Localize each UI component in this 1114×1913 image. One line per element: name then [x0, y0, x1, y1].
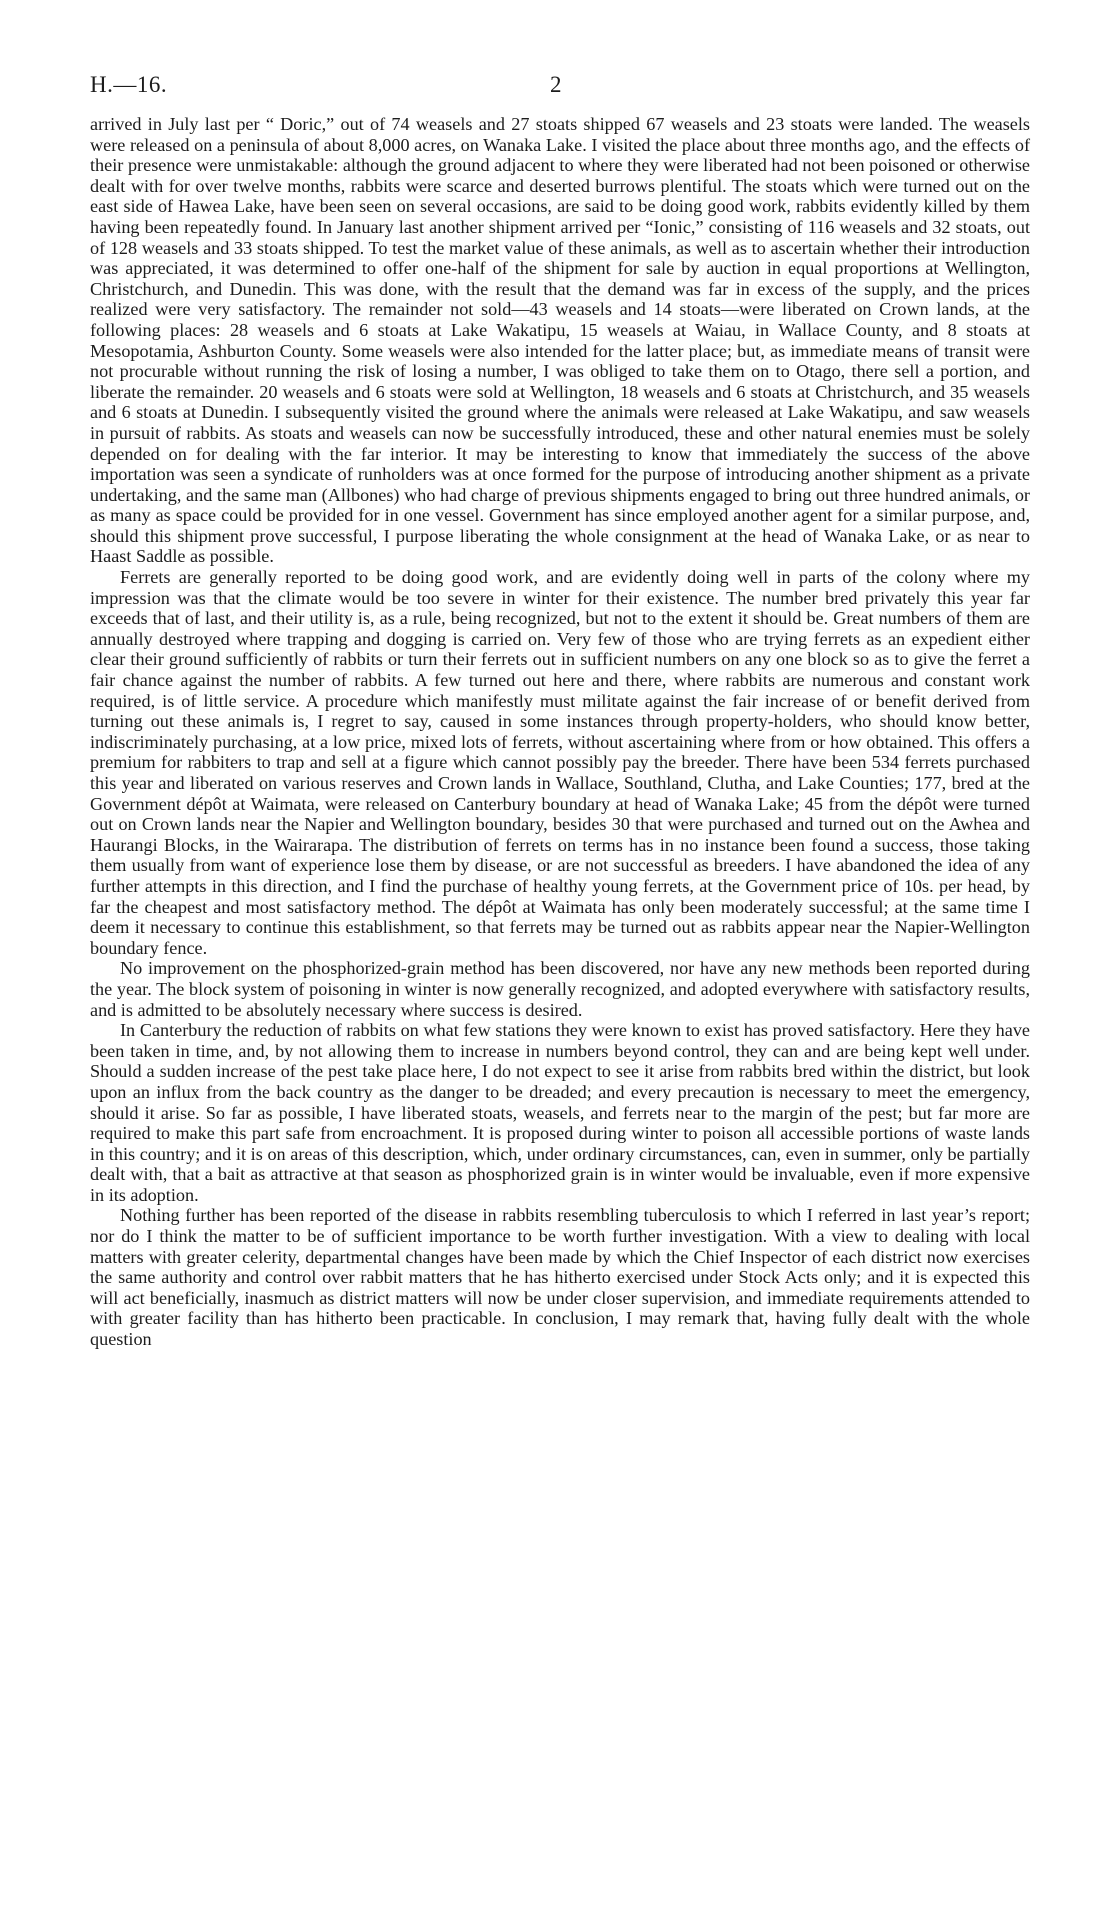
paragraph-disease-conclusion: Nothing further has been reported of the disease in rabbits resembling tuberculosis to which I referred in last year’s report; nor do I think the matter to be of sufficient importance to be worth further investigation. With a view to dealing with local matters with greater celerity, departmental changes have been made by which the Chief Inspector of each district now exercises the same authority and control over rabbit matters that he has hitherto exercised under Stock Acts only; and it is expected this will act beneficially, inasmuch as district matters will now be under closer supervision, and immediate requirements attended to with greater facility than has hitherto been practicable. In conclusion, I may remark that, having fully dealt with the whole question: [90, 1205, 1030, 1350]
paragraph-weasels-stoats: arrived in July last per “ Doric,” out of 74 weasels and 27 stoats shipped 67 weasels and 23 stoats were landed. The weasels were released on a peninsula of about 8,000 acres, on Wanaka Lake. I visited the place about three months ago, and the effects of their presence were unmistakable: although the ground adjacent to where they were liberated had not been poisoned or otherwise dealt with for over twelve months, rabbits were scarce and deserted burrows plentiful. The stoats which were turned out on the east side of Hawea Lake, have been seen on several occasions, are said to be doing good work, rabbits evidently killed by them having been repeatedly found. In January last another shipment arrived per “Ionic,” consisting of 116 weasels and 32 stoats, out of 128 weasels and 33 stoats shipped. To test the market value of these animals, as well as to ascertain whether their introduction was appreciated, it was determined to offer one-half of the shipment for sale by auction in equal proportions at Wellington, Christchurch, and Dunedin. This was done, with the result that the demand was far in excess of the supply, and the prices realized were very satisfactory. The remainder not sold—43 weasels and 14 stoats—were liberated on Crown lands, at the following places: 28 weasels and 6 stoats at Lake Wakatipu, 15 weasels at Waiau, in Wallace County, and 8 stoats at Mesopotamia, Ashburton County. Some weasels were also intended for the latter place; but, as immediate means of transit were not procurable without running the risk of losing a number, I was obliged to take them on to Otago, there sell a portion, and liberate the remainder. 20 weasels and 6 stoats were sold at Wellington, 18 weasels and 6 stoats at Christchurch, and 35 weasels and 6 stoats at Dunedin. I subsequently visited the ground where the animals were released at Lake Wakatipu, and saw weasels in pursuit of rabbits. As stoats and weasels can now be successfully introduced, these and other natural enemies must be solely depended on for dealing with the far interior. It may be interesting to know that immediately the success of the above importation was seen a syndicate of runholders was at once formed for the purpose of introducing another shipment as a private undertaking, and the same man (Allbones) who had charge of previous shipments engaged to bring out three hundred animals, or as many as space could be provided for in one vessel. Government has since employed another agent for a similar purpose, and, should this shipment prove successful, I purpose liberating the whole consignment at the head of Wanaka Lake, or as near to Haast Saddle as possible.: [90, 114, 1030, 567]
page-number: 2: [550, 72, 562, 97]
page-header: [90, 0, 1030, 110]
paragraph-canterbury: In Canterbury the reduction of rabbits on what few stations they were known to exist has proved satisfactory. Here they have been taken in time, and, by not allowing them to increase in numbers beyond control, they can and are being kept well under. Should a sudden increase of the pest take place here, I do not expect to see it arise from rabbits bred within the district, but look upon an influx from the back country as the danger to be dreaded; and every precaution is necessary to meet the emergency, should it arise. So far as possible, I have liberated stoats, weasels, and ferrets near to the margin of the pest; but far more are required to make this part safe from encroachment. It is proposed during winter to poison all accessible portions of waste lands in this country; and it is on areas of this description, which, under ordinary circumstances, can, even in summer, only be partially dealt with, that a bait as attractive at that season as phosphorized grain is in winter would be invaluable, even if more expensive in its adoption.: [90, 1020, 1030, 1205]
document-reference: H.—16.: [90, 72, 168, 97]
body-text: [90, 114, 1030, 1350]
document-page: [90, 0, 1030, 1913]
paragraph-phosphorized-grain: No improvement on the phosphorized-grain method has been discovered, nor have any new methods been reported during the year. The block system of poisoning in winter is now generally recognized, and adopted everywhere with satisfactory results, and is admitted to be absolutely necessary where success is desired.: [90, 958, 1030, 1020]
paragraph-ferrets: Ferrets are generally reported to be doing good work, and are evidently doing well in parts of the colony where my impression was that the climate would be too severe in winter for their existence. The number bred privately this year far exceeds that of last, and their utility is, as a rule, being recognized, but not to the extent it should be. Great numbers of them are annually destroyed where trapping and dogging is carried on. Very few of those who are trying ferrets as an expedient either clear their ground sufficiently of rabbits or turn their ferrets out in sufficient numbers on any one block so as to give the ferret a fair chance against the number of rabbits. A few turned out here and there, where rabbits are numerous and constant work required, is of little service. A procedure which manifestly must militate against the fair increase of or benefit derived from turning out these animals is, I regret to say, caused in some instances through property-holders, who should know better, indiscriminately purchasing, at a low price, mixed lots of ferrets, without ascertaining where from or how obtained. This offers a premium for rabbiters to trap and sell at a figure which cannot possibly pay the breeder. There have been 534 ferrets purchased this year and liberated on various reserves and Crown lands in Wallace, Southland, Clutha, and Lake Counties; 177, bred at the Government dépôt at Waimata, were released on Canterbury boundary at head of Wanaka Lake; 45 from the dépôt were turned out on Crown lands near the Napier and Wellington boundary, besides 30 that were purchased and turned out on the Awhea and Haurangi Blocks, in the Wairarapa. The distribution of ferrets on terms has in no instance been found a success, those taking them usually from want of experience lose them by disease, or are not successful as breeders. I have abandoned the idea of any further attempts in this direction, and I find the purchase of healthy young ferrets, at the Government price of 10s. per head, by far the cheapest and most satisfactory method. The dépôt at Waimata has only been moderately successful; at the same time I deem it necessary to continue this establishment, so that ferrets may be turned out as rabbits appear near the Napier-Wellington boundary fence.: [90, 567, 1030, 958]
